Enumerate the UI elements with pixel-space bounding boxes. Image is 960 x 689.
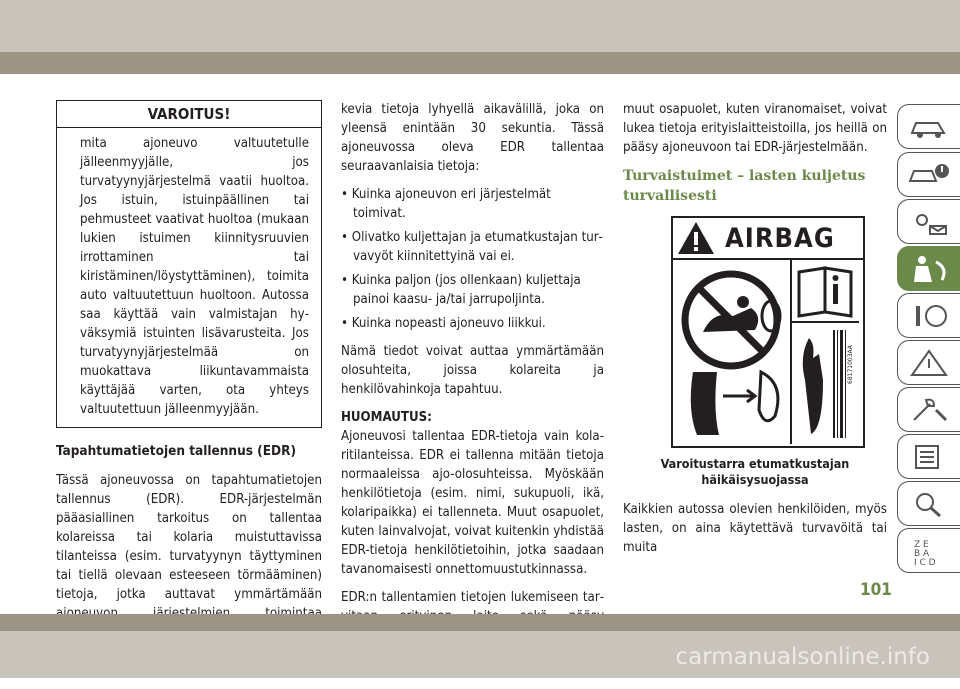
seat-airbag-icon	[691, 372, 778, 435]
tab-starting-driving[interactable]	[897, 293, 960, 338]
index-search-icon	[908, 490, 950, 518]
tab-index-search[interactable]	[897, 481, 960, 526]
airbag-label-title: AIRBAG	[725, 222, 835, 254]
note-text: Ajoneuvosi tallentaa EDR-tietoja vain kolaritilanteissa. EDR ei tallenna mitään tietoja normaaleissa ajo-olosuhteissa. Myöskään henkilötietoja (esim. nimi, sukupuoli, ikä, kolaripaikka) ei tallenneta. Muut osapuolet, kuten lainvalvojat, voivat kuitenkin yhdistää EDR-tietoja henkilötietoihin, jotka saadaan tavanomaisesti onnettomuustutkinnassa.	[341, 429, 604, 577]
service-icon	[908, 396, 950, 424]
edr-paragraph-3: EDR:n tallentamien tietojen lukemiseen tar	[341, 590, 604, 605]
car-info-icon	[908, 113, 950, 141]
tab-safety[interactable]	[897, 246, 960, 291]
emergency-icon	[908, 349, 950, 377]
warning-title: VAROITUS!	[57, 101, 321, 128]
airbag-label-header	[673, 218, 863, 260]
edr-paragraph: Tässä ajoneuvossa on tapahtumatietojen tallennus (EDR). EDR-järjestelmän pääasiallinen tarkoitus on tallentaa kolareissa tai kolaria muistuttavissa tilanteissa (esim. turvatyynyn täyttyminen tai tiellä olevaan esteeseen törmääminen) tietoja, jotka auttavat ymmärtämään	[56, 473, 322, 602]
warning-triangle-icon	[677, 221, 715, 255]
tab-service[interactable]	[897, 387, 960, 432]
label-code: 68171003AA	[847, 345, 854, 384]
list-item: • Olivatko kuljettajan ja etumatkustajan turvavyöt kiinnitettyinä vai ei.	[341, 230, 603, 264]
no-rear-facing-child-seat-icon	[685, 274, 780, 366]
svg-text:Z E: Z E	[914, 539, 929, 550]
car-warning-icon	[908, 161, 950, 189]
tab-specifications[interactable]	[897, 434, 960, 479]
specifications-icon	[908, 443, 950, 471]
list-item: • Kuinka ajoneuvon eri järjestelmät toimivat.	[341, 187, 551, 221]
barcode-icon	[833, 330, 846, 438]
column-3	[623, 100, 887, 566]
tab-dashboard-lights[interactable]	[897, 199, 960, 244]
section-heading: Turvaistuimet – lasten kuljetus turvallisesti	[623, 168, 866, 204]
figure-caption: Varoitustarra etumatkustajan häikäisysuojassa	[660, 456, 850, 487]
column-1	[56, 100, 322, 689]
svg-text:I C D: I C D	[914, 557, 936, 567]
manual-book-icon	[799, 268, 851, 316]
page-number: 101	[860, 580, 892, 600]
airbag-label-pictograms	[673, 260, 859, 444]
edr-paragraph-continued: kevia tietoja lyhyellä aikavälillä, joka on yleensä enintään 30 sekuntia. Tässä ajoneuvossa oleva EDR tallentaa seuraavanlaisia tietoja:	[341, 102, 604, 174]
language-index-icon	[908, 535, 950, 567]
top-band	[0, 0, 960, 52]
warning-box	[56, 100, 322, 428]
edr-bullet-list	[341, 185, 604, 333]
starting-driving-icon	[908, 302, 950, 330]
bottom-strip	[0, 614, 960, 631]
tab-car-info[interactable]	[897, 104, 960, 149]
svg-text:B A: B A	[914, 548, 930, 559]
tab-language-index[interactable]	[897, 528, 960, 573]
safety-icon	[908, 254, 950, 284]
column-2	[341, 100, 604, 673]
note-heading: HUOMAUTUS:	[341, 410, 432, 425]
edr-paragraph-2: Nämä tiedot voivat auttaa ymmärtämään olosuhteita, joissa kolareita ja henkilövahinkoja tapahtuu.	[341, 344, 604, 397]
airbag-warning-label	[671, 216, 865, 448]
tab-emergency[interactable]	[897, 340, 960, 385]
tab-car-warning[interactable]	[897, 152, 960, 197]
watermark: carmanualsonline.info	[675, 644, 930, 670]
edr-heading: Tapahtumatietojen tallennus (EDR)	[56, 443, 297, 459]
dashboard-lights-icon	[908, 208, 950, 236]
pointing-hand-icon	[803, 338, 823, 434]
col3-paragraph-1: muut osapuolet, kuten viranomaiset, voivat lukea tietoja erityislaitteistoilla, jos heillä on pääsy ajoneuvoon tai EDR-järjestelmään.	[623, 102, 887, 155]
top-strip	[0, 52, 960, 74]
warning-body: mita ajoneuvo valtuutetulle jälleenmyyjälle, jos turvatyynyjärjestelmä vaatii huoltoa. Jos istuin, istuinpäällinen tai pehmusteet vaativat huoltoa (mukaan lukien istuimen kiinnitysruuvien irrottaminen tai kiristäminen/löystyttäminen), toimita auto valtuutettuun huoltoon. Autossa saa käyttää vain valmistajan hyväksymiä istuinten lisävarusteita. Jos turvatyynyjärjestelmää on muokattava liikuntavammaista käyttäjää varten, ota yhteys valtuutettuun jälleenmyyjään.	[80, 136, 309, 417]
list-item: • Kuinka nopeasti ajoneuvo liikkui.	[341, 316, 546, 331]
list-item: • Kuinka paljon (jos ollenkaan) kuljettaja painoi kaasu- ja/tai jarrupoljinta.	[341, 273, 581, 307]
col3-paragraph-2: Kaikkien autossa olevien henkilöiden, myös lasten, on aina käytettävä turvavöitä tai muita	[623, 502, 887, 555]
